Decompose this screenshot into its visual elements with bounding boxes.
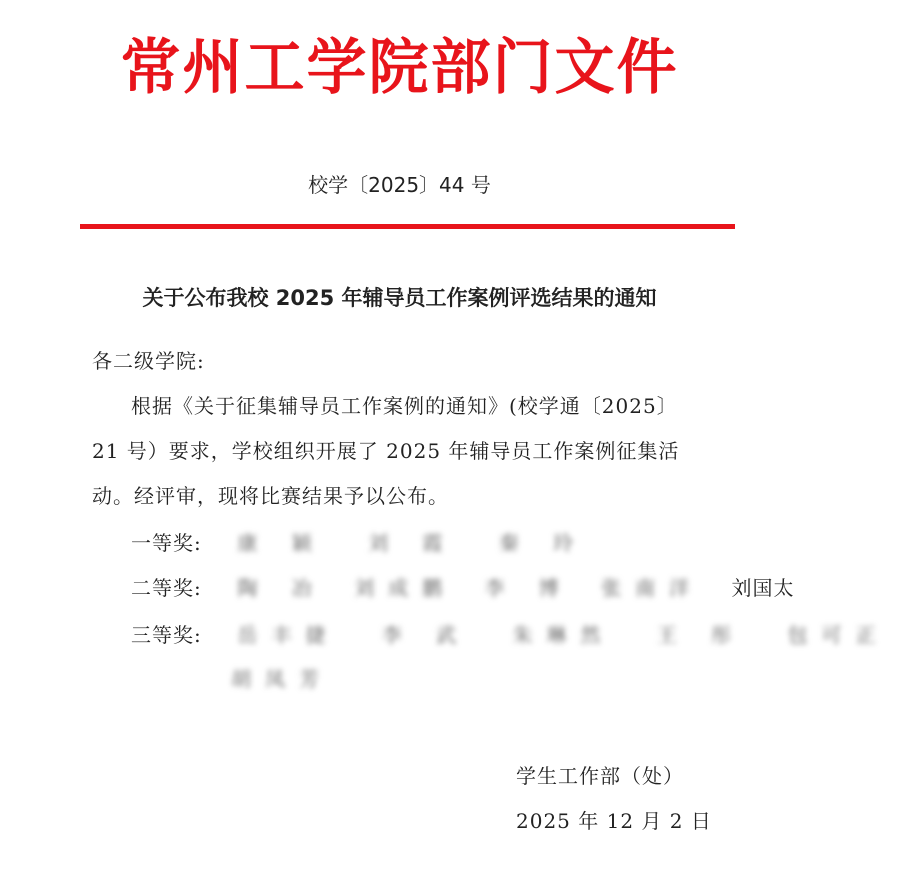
second-prize-name: 刘成鹏 <box>354 576 457 600</box>
document-header-title: 常州工学院部门文件 <box>120 33 679 103</box>
third-prize-row-continued <box>231 664 355 694</box>
third-prize-name: 岳丰捷 <box>237 623 340 647</box>
first-prize-label: 一等奖: <box>131 531 202 555</box>
paragraph-line-3: 动。经评审，现将比赛结果予以公布。 <box>92 484 449 508</box>
issue-date: 2025 年 12 月 2 日 <box>516 809 712 833</box>
header-divider <box>80 224 735 229</box>
salutation: 各二级学院: <box>92 349 205 373</box>
document-number: 校学〔2025〕44 号 <box>308 173 491 197</box>
second-prize-name: 张南洋 <box>601 576 704 600</box>
third-prize-name: 胡凤芳 <box>231 667 333 691</box>
first-prize-name: 秦 玲 <box>498 531 588 555</box>
paragraph-line-1: 根据《关于征集辅导员工作案例的通知》(校学通〔2025〕 <box>131 394 678 418</box>
second-prize-name: 刘国太 <box>731 576 795 600</box>
second-prize-label: 二等奖: <box>131 576 202 600</box>
third-prize-label: 三等奖: <box>131 623 202 647</box>
first-prize-name: 康 颖 <box>237 531 326 555</box>
second-prize-row <box>131 573 817 603</box>
first-prize-row <box>131 528 609 558</box>
third-prize-row <box>131 620 912 650</box>
issuer: 学生工作部（处） <box>516 764 684 788</box>
first-prize-name: 刘 霞 <box>368 531 457 555</box>
second-prize-name: 陶 冶 <box>237 576 326 600</box>
third-prize-name: 李 武 <box>381 623 471 647</box>
third-prize-name: 包可正 <box>787 623 890 647</box>
paragraph-line-2: 21 号）要求，学校组织开展了 2025 年辅导员工作案例征集活 <box>92 439 680 463</box>
third-prize-name: 朱琳然 <box>512 623 615 647</box>
third-prize-name: 王 彤 <box>656 623 746 647</box>
second-prize-name: 李 博 <box>484 576 573 600</box>
notice-title: 关于公布我校 2025 年辅导员工作案例评选结果的通知 <box>142 286 657 310</box>
